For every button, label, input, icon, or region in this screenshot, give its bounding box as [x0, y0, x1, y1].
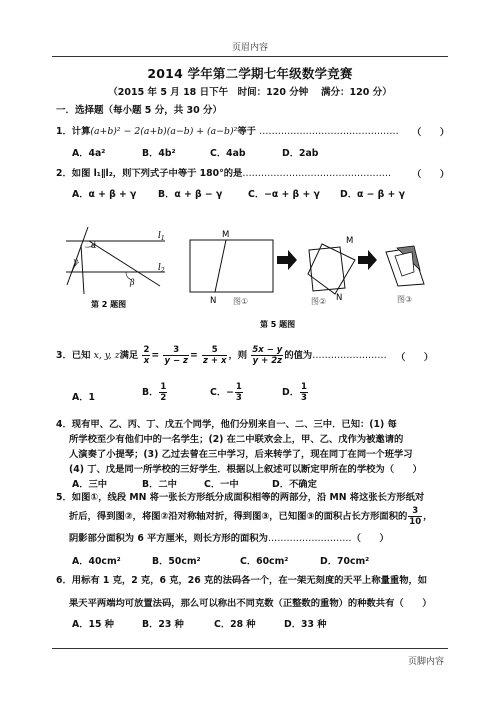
option-d: D． $\frac{1}{3}$ — [282, 382, 307, 403]
fraction-one-third: $\frac{1}{3}$ — [301, 382, 307, 403]
option-b: B． $\frac{1}{2}$ — [142, 382, 167, 403]
question-4-line-3: 人演奏了小提琴；(3) 乙过去曾在三中学习，后来转学了，现在同丁在同一个班学习 — [69, 449, 413, 460]
option-d: D．33 种 — [284, 619, 327, 630]
question-number: 1． — [56, 126, 72, 137]
option-a: A．三中 — [72, 479, 108, 490]
question-line: 现有甲、乙、丙、丁、戊五个同学，他们分别来自一、二、三中．已知：(1) 每 — [71, 419, 397, 430]
option-c: C．28 种 — [214, 619, 256, 630]
option-b: B．α + β − γ — [158, 189, 223, 200]
figure-5-caption-3: 图③ — [397, 295, 413, 304]
figure-5-step2 — [308, 236, 355, 303]
label-beta: β — [130, 278, 135, 287]
math-expression: (a+b)² − 2(a+b)(a−b) + (a−b)² — [90, 126, 238, 137]
option-d: D．不确定 — [272, 479, 317, 490]
option-b: B．二中 — [142, 479, 177, 490]
option-a: A．40cm² — [72, 556, 121, 567]
question-5-line-3: 阴影部分面积为 6 平方厘米，则长方形的面积为………………………（ ） — [69, 533, 389, 544]
rectangle — [190, 240, 273, 292]
question-5-line-2: 折后，得到图②，将图②沿对称轴对折，得到图③，已知图③的面积占长方形面积的 $\frac{3}{10}$ ， — [69, 506, 433, 527]
figure-5-step3 — [386, 246, 424, 286]
question-4 — [56, 417, 456, 432]
question-line: 用标有 1 克，2 克，6 克，26 克的法码各一个，在一架无刻度的天平上称量重物，如 — [71, 575, 428, 586]
header-rule — [52, 56, 448, 57]
transversal-mid — [81, 245, 84, 294]
page-header: 页眉内容 — [231, 43, 268, 53]
option-c: C．− $\frac{1}{3}$ — [210, 382, 242, 403]
question-3: 3．已知 x, y, z满足 $\frac{2}{x}$ = $\frac{3}{y - z}$ = $\frac{5}{z + x}$ ，则 $\frac{5x - y}{y + 2z}$ 的值为…………………… — [56, 345, 387, 366]
option-b: B．4b² — [142, 148, 176, 159]
arrow-right-icon — [277, 250, 297, 270]
figure-2-caption: 第 2 题图 — [91, 300, 127, 309]
option-d: D．2ab — [282, 148, 319, 159]
section-heading: 一．选择题（每小题 5 分，共 30 分） — [56, 105, 223, 116]
fraction-2-over-x: $\frac{2}{x}$ — [143, 345, 150, 366]
question-6-line-2: 果天平两端均可放置法码，那么可以称出不同克数（正整数的重物）的种数共有（ ） — [69, 598, 432, 609]
leader-dots: ………………………………………… — [242, 168, 392, 179]
fraction-one-half: $\frac{1}{2}$ — [160, 382, 167, 403]
figure-5-caption-1: 图① — [233, 297, 249, 306]
fraction-3-over-y-minus-z: $\frac{3}{y - z}$ — [164, 345, 188, 366]
fraction-one-third: $\frac{1}{3}$ — [235, 382, 242, 403]
label-n: N — [210, 296, 217, 306]
question-1 — [56, 124, 456, 139]
option-a: A．15 种 — [72, 619, 114, 630]
leader-dots: ……………………… — [267, 533, 352, 544]
question-prefix: 已知 — [71, 350, 91, 361]
option-c: C．−α + β + γ — [248, 189, 320, 200]
label-m: M — [222, 230, 230, 240]
label-m: M — [346, 236, 354, 246]
question-number: 2． — [56, 168, 72, 179]
figure-5-caption: 第 5 题图 — [260, 320, 296, 329]
option-c: C．4ab — [210, 148, 246, 159]
option-a: A．1 — [72, 392, 95, 403]
fraction-5-over-z-plus-x: $\frac{5}{z + x}$ — [203, 345, 227, 366]
fraction-3-over-10: $\frac{3}{10}$ — [409, 506, 422, 527]
question-number: 5． — [56, 492, 72, 503]
question-number: 4． — [56, 419, 72, 430]
arrow-right-icon — [358, 250, 377, 270]
question-number: 3． — [56, 350, 72, 361]
answer-paren: （ ） — [412, 169, 450, 180]
option-c: C．一中 — [204, 479, 239, 490]
question-6 — [56, 573, 456, 588]
answer-paren: （ ） — [396, 352, 434, 363]
label-alpha: α — [91, 241, 97, 250]
fold-part-b — [308, 244, 355, 294]
question-4-line-4: (4) 丁、戊是同一所学校的三好学生．根据以上叙述可以断定甲所在的学校为（ ） — [69, 464, 422, 475]
figures-area — [0, 212, 500, 332]
fold-part-inner — [395, 252, 414, 276]
option-d: D．α − β + γ — [340, 189, 405, 200]
transversal-right — [89, 241, 160, 286]
transversal-left — [67, 227, 88, 285]
target-fraction: $\frac{5x - y}{y + 2z}$ — [252, 345, 283, 366]
question-prefix: 计算 — [71, 126, 91, 137]
label-gamma: γ — [73, 257, 78, 266]
option-c: C．60cm² — [240, 556, 289, 567]
exam-info: （2015 年 5 月 18 日下午 时间：120 分钟 满分：120 分） — [108, 87, 392, 98]
answer-paren: （ ） — [351, 533, 389, 544]
question-2 — [56, 166, 456, 181]
figure-5-step1 — [190, 230, 273, 306]
option-b: B．23 种 — [142, 619, 184, 630]
leader-dots: …………………… — [312, 350, 387, 361]
answer-paren: （ ） — [412, 127, 450, 138]
label-l1: $l_1$ — [158, 231, 165, 242]
footer-rule — [52, 648, 448, 649]
question-suffix: 等于 — [237, 126, 256, 137]
fold-part-a — [309, 247, 345, 291]
question-mid: 满足 — [119, 350, 139, 361]
segment-mn — [215, 240, 226, 292]
page-footer: 页脚内容 — [407, 657, 444, 667]
question-suffix: 的值为 — [284, 350, 313, 361]
question-5 — [56, 490, 456, 505]
question-then: ，则 — [228, 350, 248, 361]
label-l2: $l_2$ — [158, 263, 165, 274]
figure-5-caption-2: 图② — [311, 297, 327, 306]
figure-2-diagram — [66, 227, 165, 294]
question-4-line-2: 所学校至少有他们中的一名学生；(2) 在二中联欢会上，甲、乙、戊作为被邀请的 — [69, 434, 404, 445]
question-line: 如图①，线段 MN 将一张长方形纸分成面积相等的两部分，沿 MN 将这张长方形纸对 — [71, 492, 425, 503]
option-d: D．70cm² — [320, 556, 370, 567]
option-a: A．4a² — [72, 148, 106, 159]
page-title: 2014 学年第二学期七年级数学竞赛 — [147, 66, 353, 81]
question-text: 如图 l₁∥l₂，则下列式子中等于 180°的是 — [71, 168, 243, 179]
label-n: N — [336, 293, 343, 303]
leader-dots: ……………………………………… — [259, 126, 399, 137]
variables: x, y, z — [93, 350, 120, 361]
option-a: A．α + β + γ — [72, 189, 137, 200]
option-b: B．50cm² — [152, 556, 201, 567]
question-number: 6． — [56, 575, 72, 586]
